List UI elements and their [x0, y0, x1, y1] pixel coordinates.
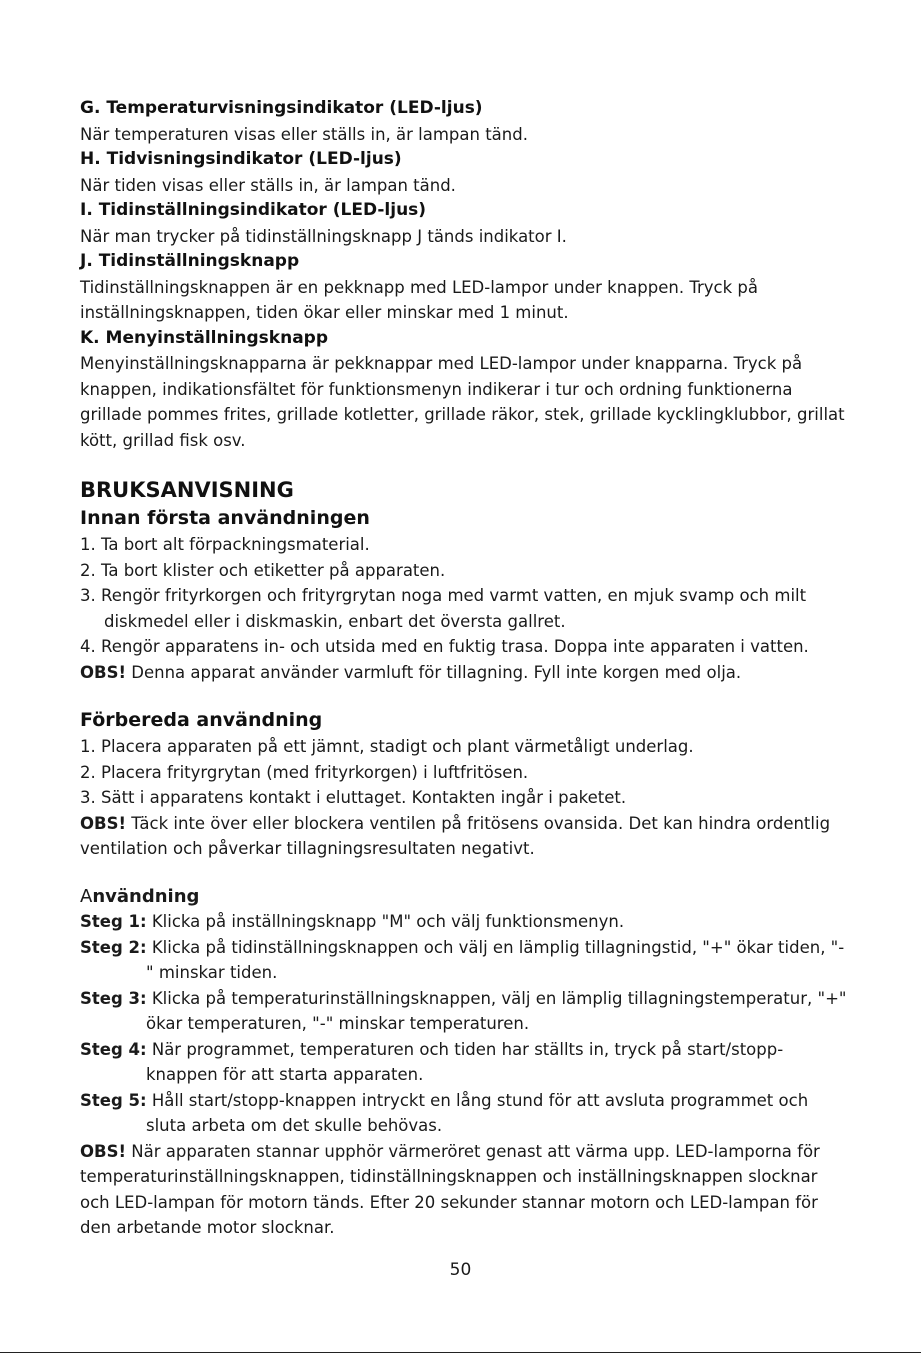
prep-heading: Förbereda användning — [80, 709, 323, 731]
step-label: Steg 3: — [80, 988, 147, 1008]
page-number: 50 — [449, 1260, 472, 1280]
obs-text: Denna apparat använder varmluft för tillagning. Fyll inte korgen med olja. — [126, 662, 742, 682]
obs-note-2 — [80, 811, 850, 862]
step-text: Klicka på tidinställningsknappen och välj en lämplig tillagningstid, "+" ökar tiden, "-" minskar tiden. — [146, 937, 845, 982]
step-label: Steg 4: — [80, 1039, 147, 1059]
obs-label: OBS! — [80, 813, 127, 833]
bottom-divider — [0, 1352, 921, 1353]
use-heading — [80, 884, 850, 910]
step-text: När programmet, temperaturen och tiden har ställts in, tryck på start/stopp-knappen för att starta apparaten. — [146, 1039, 784, 1084]
section-k-text: Menyinställningsknapparna är pekknappar med LED-lampor under knapparna. Tryck på knappen, indikationsfältet för funktionsmenyn indikerar i tur och ordning funktionerna grillade pommes frites, grillade kotletter, grillade räkor, stek, grillade kycklingklubbor, grillat kött, grillad fisk osv. — [80, 354, 845, 450]
step-text: Klicka på inställningsknapp "M" och välj funktionsmenyn. — [146, 912, 625, 931]
obs-label: OBS! — [80, 1141, 127, 1161]
step-item — [80, 986, 850, 1037]
step-label: Steg 1: — [80, 912, 147, 931]
use-heading-rest: nvändning — [92, 885, 200, 907]
step-label: Steg 5: — [80, 1090, 147, 1110]
list-item: 2. Ta bort klister och etiketter på apparaten. — [80, 560, 446, 580]
step-item — [80, 909, 850, 935]
step-item — [80, 1037, 850, 1088]
obs-text: Täck inte över eller blockera ventilen på fritösens ovansida. Det kan hindra ordentlig ventilation och påverkar tillagningsresultaten negativt. — [80, 813, 831, 858]
list-item: 1. Placera apparaten på ett jämnt, stadigt och plant värmetåligt underlag. — [80, 737, 694, 756]
step-text: Håll start/stopp-knappen intryckt en lång stund för att avsluta programmet och sluta arbeta om det skulle behövas. — [146, 1090, 809, 1135]
list-item: 3. Rengör frityrkorgen och frityrgrytan noga med varmt vatten, en mjuk svamp och milt diskmedel eller i diskmaskin, enbart det översta gallret. — [80, 586, 807, 631]
list-item: 2. Placera frityrgrytan (med frityrkorgen) i luftfritösen. — [80, 762, 529, 782]
section-h-text: När tiden visas eller ställs in, är lampan tänd. — [80, 175, 456, 195]
obs-note-1 — [80, 660, 850, 686]
step-item — [80, 1088, 850, 1139]
step-label: Steg 2: — [80, 937, 147, 957]
section-i-title: I. Tidinställningsindikator (LED-ljus) — [80, 200, 427, 220]
list-item: 1. Ta bort alt förpackningsmaterial. — [80, 535, 370, 554]
section-j-text: Tidinställningsknappen är en pekknapp med LED-lampor under knappen. Tryck på inställningsknappen, tiden ökar eller minskar med 1 minut. — [80, 277, 758, 322]
section-g-text: När temperaturen visas eller ställs in, är lampan tänd. — [80, 124, 528, 144]
section-g-title: G. Temperaturvisningsindikator (LED-ljus) — [80, 98, 483, 118]
obs-label: OBS! — [80, 662, 127, 682]
section-i-text: När man trycker på tidinställningsknapp J tänds indikator I. — [80, 226, 567, 246]
obs-text: När apparaten stannar upphör värmeröret genast att värma upp. LED-lamporna för temperaturinställningsknappen, tidinställningsknappen och inställningsknappen slocknar och LED-lampan för motorn tänds. Efter 20 sekunder stannar motorn och LED-lampan för den arbetande motor slocknar. — [80, 1141, 820, 1237]
first-use-heading: Innan första användningen — [80, 507, 370, 529]
section-h-title: H. Tidvisningsindikator (LED-ljus) — [80, 149, 402, 169]
step-text: Klicka på temperaturinställningsknappen, välj en lämplig tillagningstemperatur, "+" ökar temperaturen, "-" minskar temperaturen. — [146, 988, 847, 1033]
section-j-title: J. Tidinställningsknapp — [80, 251, 300, 271]
step-item — [80, 935, 850, 986]
list-item: 3. Sätt i apparatens kontakt i eluttaget. Kontakten ingår i paketet. — [80, 788, 627, 807]
manual-page — [80, 96, 850, 1241]
bruksanvisning-heading: BRUKSANVISNING — [80, 478, 294, 502]
list-item: 4. Rengör apparatens in- och utsida med en fuktig trasa. Doppa inte apparaten i vatten. — [80, 637, 809, 656]
section-k-title: K. Menyinställningsknapp — [80, 327, 329, 348]
use-heading-initial: A — [80, 885, 93, 907]
obs-note-3 — [80, 1139, 850, 1241]
